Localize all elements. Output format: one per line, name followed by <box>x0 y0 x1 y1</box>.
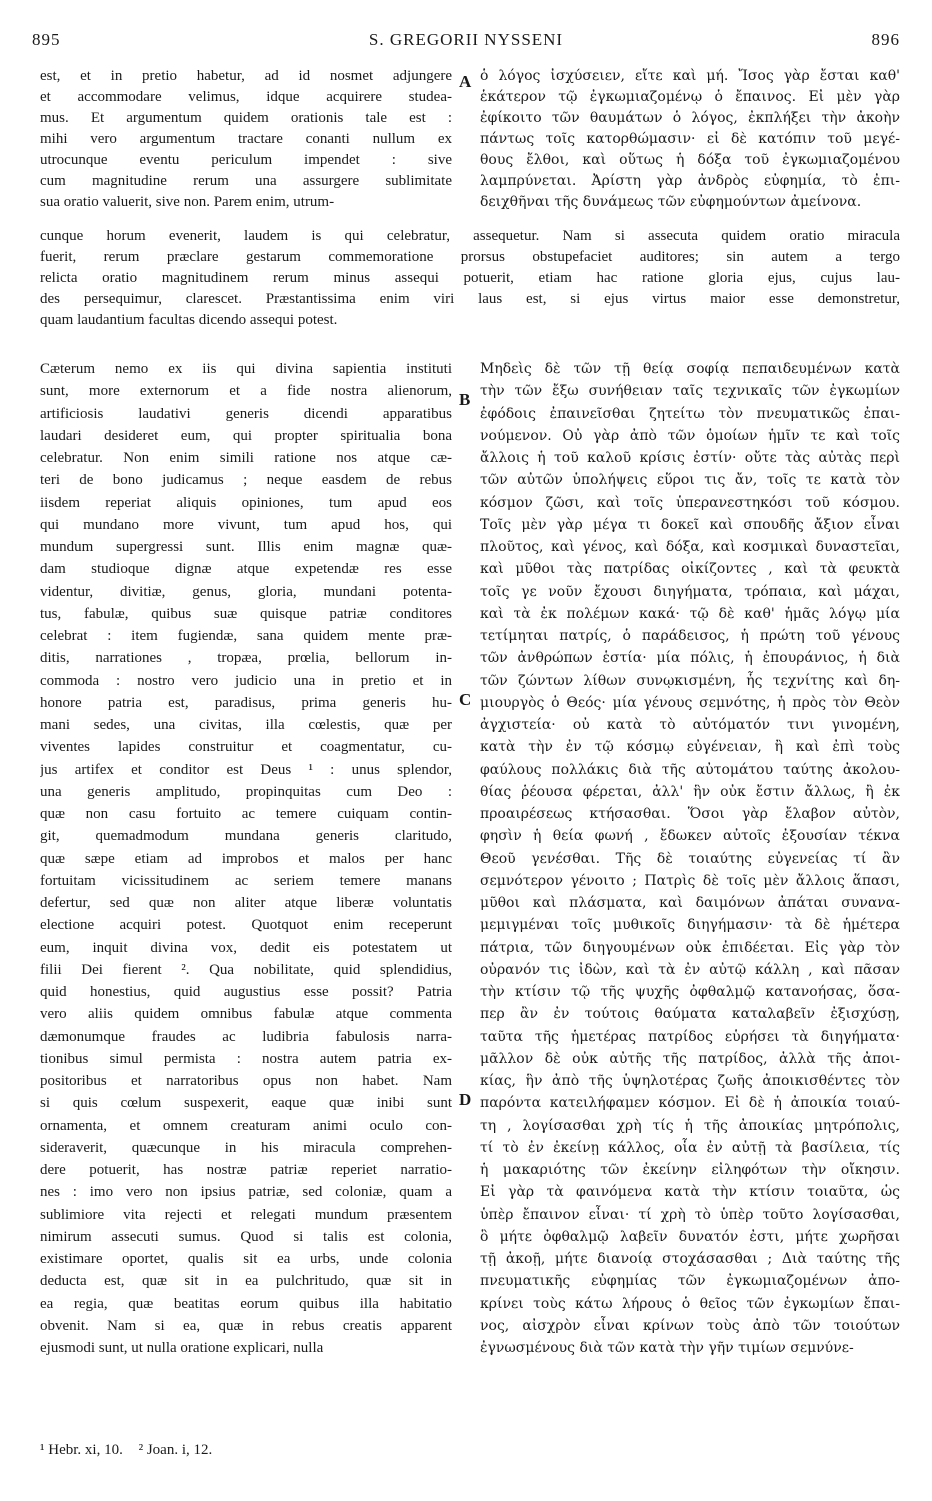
text-line: νούμενον. Οὐ γὰρ ἀπὸ τῶν ὁμοίων ἡμῖν τε καὶ τοῖς <box>480 427 900 444</box>
running-title: S. GREGORII NYSSENI <box>368 30 564 49</box>
text-line: vero aliis quidem omnibus fabulæ atque commenta <box>40 1006 452 1023</box>
text-line: fortuitam vicissitudinem ac seriem temere manans <box>40 872 452 889</box>
text-line: ea regia, quæ beatitas eorum quibus illa habitatio <box>40 1295 452 1312</box>
text-line: obvenit. Nam si ea, quæ in rebus creatis apparent <box>40 1317 452 1334</box>
text-line: dam studioque dignæ atque expetendæ res esse <box>40 561 452 578</box>
text-line: cunque horum evenerit, laudem is qui celebratur, assequetur. Nam si assecuta quidem oratio miracula <box>40 228 900 244</box>
text-line: mani sedes, una civitas, illa cœlestis, quæ per <box>40 717 452 733</box>
text-line: Τοῖς μὲν γὰρ μέγα τι δοκεῖ καὶ σπουδῆς ἄξιον εἶναι <box>480 516 900 533</box>
text-line: ὁ λόγος ἰσχύσειεν, εἴτε καὶ μή. Ἴσος γὰρ ἔσται καθ' <box>480 68 900 84</box>
text-line: οὐρανόν τις ἰδὼν, καὶ τὰ ἐν αὐτῷ κάλλη , καὶ πᾶσαν <box>480 961 900 978</box>
text-line: electione acquiri potest. Quotquot enim receperunt <box>40 917 452 934</box>
text-line: φαύλους πολλάκις διὰ τῆς αὐτομάτου ταύτης ἀκολου- <box>480 761 900 778</box>
text-line: Εἰ γὰρ τὰ φαινόμενα κατὰ τὴν κτίσιν τοιαῦτα, ὡς <box>480 1184 900 1201</box>
page-header <box>32 30 900 56</box>
text-line: defertur, sed quæ non aliter atque liberæ voluntatis <box>40 895 452 911</box>
text-line: utrocunque eventu periculum impendet : sive <box>40 152 452 168</box>
text-line: ditis, narrationes , tropæa, prœlia, bellorum in- <box>40 650 452 667</box>
text-line: προαιρέσεως κτήσασθαι. Ὅσοι γὰρ ἔλαβον αὐτὸν, <box>480 806 900 822</box>
text-line: θους ἔλθοι, καὶ οὕτως ἡ δόξα τοῦ ἐγκωμιαζομένου <box>480 152 900 168</box>
text-line: ἐγνωσμένους διὰ τῶν κατὰ τὴν γῆν τιμίων σεμνύνε- <box>480 1340 854 1356</box>
text-line: git, quemadmodum mundana generis claritudo, <box>40 828 452 845</box>
text-line: νος, αἰσχρὸν εἶναι κρίνων τοὺς ἀπὸ τῶν τοιούτων <box>480 1317 900 1334</box>
text-line: καὶ τὰ ἐκ πολέμων κακά· τῷ δὲ καθ' ἡμᾶς λόγῳ μία <box>480 605 900 622</box>
text-line: τῶν ἀνθρώπων ἑστία· μία πόλις, ἡ ἐπουράνιος, ἡ διὰ <box>480 650 900 667</box>
text-line: sua oratio valuerit, sive non. Parem enim, utrum- <box>40 194 335 210</box>
footnotes <box>40 1442 224 1459</box>
text-line: mus. Et argumentum quidem orationis tale est : <box>40 110 452 126</box>
latin-column-main <box>40 358 452 1359</box>
text-line: sunt, more externorum et a fide nostra alienorum, <box>40 383 452 400</box>
text-line: τί τὸ ἐν ἐκείνῃ κάλλος, οἷα ἐν αὐτῇ τὰ βασίλεια, τίς <box>480 1139 900 1156</box>
text-line: celebrat : item fugiendæ, sana quidem mente præ- <box>40 628 452 644</box>
text-line: commoda : nostro vero judicio una in pretio et in <box>40 672 452 689</box>
text-line: φησὶν ἡ θεία φωνή , ἔδωκεν αὐτοῖς ἐξουσίαν τέκνα <box>480 828 900 845</box>
text-line: θίας ῥέουσα φέρεται, ἀλλ' ἣν οὐκ ἔστιν ἄλλως, ἢ ἐκ <box>480 783 900 800</box>
text-line: ornamenta, et omnem creaturam animi oculo con- <box>40 1117 452 1134</box>
text-line: ταῦτα τῆς ἡμετέρας πατρίδος εὑρήσει τὰ διηγήματα· <box>480 1028 900 1045</box>
section-marker-b: B <box>459 390 471 409</box>
text-line: τὴν κτίσιν τῷ τῆς ψυχῆς ὀφθαλμῷ κατανοήσας, ὅσα- <box>480 984 900 1000</box>
text-line: quid honestius, quid augustius esse possit? Patria <box>40 984 452 1000</box>
latin-full-width-passage <box>40 226 900 331</box>
text-line: viventes lapides construitur et coagmentatur, cu- <box>40 739 452 756</box>
text-line: si quis cœlum suspexerit, eaque quæ inibi sunt <box>40 1095 452 1112</box>
text-line: fuerit, rerum præclare gestarum commemoratione prorsus obstupefaciet auditores; sin autem a tergo <box>40 249 900 265</box>
text-line: τοῖς γε νοῦν ἔχουσι διηγήματα, τρόπαια, καὶ μάχαι, <box>480 583 900 600</box>
text-line: est, et in pretio habetur, ad id nosmet adjungere <box>40 68 452 84</box>
text-line: ἐφίκοιτο τῶν θαυμάτων ὁ λόγος, ἐκπλήξει τὴν ἀκοὴν <box>480 110 900 126</box>
text-line: μιουργὸς ὁ Θεός· μία γένους σεμνότης, ἡ πρὸς τὸν Θεὸν <box>480 694 900 711</box>
text-line: ἑκάτερον τῷ ἐγκωμιαζομένῳ ὁ ἔπαινος. Εἰ μὲν γὰρ <box>480 89 900 105</box>
text-line: σεμνότερον γένοιτο ; Πατρὶς δὲ τοῖς μὲν ἄλλοις ἅπασι, <box>480 872 900 889</box>
text-line: dæmonumque fraudes ac ludibria fabulosis narra- <box>40 1028 452 1045</box>
text-line: κατὰ τὴν ἐν τῷ κόσμῳ εὐγένειαν, ἢ καὶ ἐπὶ τοὺς <box>480 739 900 756</box>
text-line: κόσμον ζῶσι, καὶ τοῖς ὑπερανεστηκόσι τοῦ κόσμου. <box>480 494 900 511</box>
footnote-1: ¹ Hebr. xi, 10. <box>40 1442 123 1458</box>
text-line: ὑπὲρ ἔπαινον εἶναι· τί χρὴ τὸ ὑπὲρ τοῦτο λογίσασθαι, <box>480 1206 900 1223</box>
text-line: παρόντα κατειλήφαμεν κόσμον. Εἰ δὲ ἡ ἀποικία τοιαύ- <box>480 1095 900 1112</box>
text-line: mundum supergressi sunt. Illis enim magnæ quæ- <box>40 539 452 555</box>
text-line: μᾶλλον δὲ οὐκ αὐτῆς τῆς πατρίδος, ἀλλὰ τῆς ἀποι- <box>480 1050 900 1067</box>
text-line: quam laudantium facultas dicendo assequi potest. <box>40 312 338 328</box>
text-line: πνευματικῆς εὐφημίας τῶν ἐγκωμιαζομένων ἀπο- <box>480 1273 900 1290</box>
text-line: ἐφόδοις ἐπαινεῖσθαι ζητείτω τὸν πνευματικῶς ἐπαι- <box>480 405 900 422</box>
text-line: τῇ ἀκοῇ, μήτε διανοίᾳ στοχάσασθαι ; Διὰ ταύτης τῆς <box>480 1251 900 1267</box>
text-line: nimirum assecuti sumus. Quod si talis est colonia, <box>40 1228 452 1245</box>
text-line: πάντως τοῖς κατορθώμασιν· εἰ δὲ κατόπιν τοῦ μεγέ- <box>480 131 900 147</box>
text-line: videntur, divitiæ, genus, gloria, mundani potenta- <box>40 583 452 600</box>
text-line: Cæterum nemo ex iis qui divina sapientia instituti <box>40 361 452 377</box>
text-line: πλοῦτος, καὶ γένος, καὶ δόξα, καὶ κοσμικαὶ δυναστεῖαι, <box>480 539 900 555</box>
text-line: una generis amplitudo, propinquitas cum Deo : <box>40 783 452 800</box>
text-line: Μηδεὶς δὲ τῶν τῇ θείᾳ σοφίᾳ πεπαιδευμένων κατὰ <box>480 361 900 377</box>
text-line: τῶν ζώντων λίθων συνῳκισμένη, ἧς τεχνίτης καὶ δη- <box>480 672 900 689</box>
text-line: ejusmodi sunt, ut nulla oratione explicari, nulla <box>40 1340 324 1356</box>
text-line: des persequimur, clarescet. Præstantissima enim viri laus est, si ejus virtus maior esse demonstretur, <box>40 291 900 307</box>
text-line: sublimiore vita rejecti et relegati mundum præsentem <box>40 1206 452 1223</box>
text-line: τῶν αὐτῶν ὑπολήψεις εὕροι τις ἄν, τοῖς τε κατὰ τὸν <box>480 472 900 489</box>
text-line: mihi vero argumentum tractare conanti nullum ex <box>40 131 452 147</box>
text-line: κρίνει τοὺς κάτω λήρους ὁ θεῖος τῶν ἐγκωμίων ἔπαι- <box>480 1295 900 1312</box>
text-line: qui mundano more vivunt, tum apud hos, qui <box>40 516 452 533</box>
text-line: positoribus et narratoribus opus non habet. Nam <box>40 1073 452 1089</box>
text-line: celebratur. Non enim simili ratione nos atque cæ- <box>40 450 452 466</box>
text-line: quæ sæpe etiam ad improbos et malos per hanc <box>40 850 452 867</box>
text-line: filii Dei fierent ². Qua nobilitate, quid splendidius, <box>40 961 452 978</box>
section-marker-d: D <box>459 1090 472 1109</box>
text-line: ὃ μήτε ὀφθαλμῷ λαβεῖν δυνατόν ἐστι, μήτε χωρῆσαι <box>480 1228 900 1245</box>
text-line: existimare oportet, qualis sit ea urbs, unde colonia <box>40 1251 452 1267</box>
text-line: λαμπρύνεται. Ἀρίστη γὰρ ἀνδρὸς εὐφημία, τὸ ἐπι- <box>480 173 900 189</box>
text-line: μῦθοι καὶ πλάσματα, καὶ δαιμόνων ἀπάται συνανα- <box>480 895 900 911</box>
text-line: artificiosis laudativi generis dicendi apparatibus <box>40 405 452 422</box>
text-line: sideraverit, quæcunque in his miracula comprehen- <box>40 1139 452 1156</box>
text-line: τετίμηται πατρίς, ὁ παράδεισος, ἡ πρώτη τοῦ γένους <box>480 628 900 644</box>
text-line: et accommodare velimus, idque acquirere studea- <box>40 89 452 105</box>
text-line: ἡ μακαριότης τῶν ἐκείνην εἰληφότων τὴν οἴκησιν. <box>480 1162 900 1178</box>
text-line: δειχθῆναι τῆς δυνάμεως τῶν εὐφημούντων ἀμείνονα. <box>480 194 862 210</box>
text-line: ἄλλοις ἡ τοῦ καλοῦ κρίσις ἐστίν· οὔτε τὰς αὐτὰς περὶ <box>480 450 900 466</box>
greek-column-top <box>480 66 900 213</box>
text-line: deducta est, quæ sit in ea pulchritudo, quæ sit in <box>40 1273 452 1290</box>
text-line: tus, fabulæ, quibus suæ quisque patriæ conditores <box>40 605 452 622</box>
text-line: honore patria est, paradisus, prima generis hu- <box>40 694 452 711</box>
text-line: περ ἂν ἐν τούτοις θαύματα καταλαβεῖν ἐξισχύσῃ, <box>480 1006 900 1023</box>
text-line: laudari desideret eum, qui propter spiritualia bona <box>40 427 452 444</box>
text-line: eum, inquit divina vox, dedit eis potestatem ut <box>40 939 452 956</box>
text-line: τη , λογίσασθαι χρὴ τίς ἡ τῆς ἀποικίας μητρόπολις, <box>480 1117 900 1134</box>
text-line: teri de bono judicamus ; neque easdem de rebus <box>40 472 452 489</box>
footnote-2: ² Joan. i, 12. <box>138 1442 213 1458</box>
right-page-number: 896 <box>871 30 900 49</box>
section-marker-a: A <box>459 72 472 91</box>
text-line: iisdem reperiat aliquis opiniones, tum apud eos <box>40 494 452 511</box>
text-line: cum magnitudine rerum una assurgere sublimitate <box>40 173 452 189</box>
text-line: μεμιγμέναι τοῖς μυθικοῖς διηγήμασιν· τὰ δὲ ἡμέτερα <box>480 917 900 934</box>
greek-column-main <box>480 358 900 1359</box>
text-line: relicta oratio magnitudinem rerum minus assequi potuerit, etiam hac ratione gloria ejus, cujus lau- <box>40 270 900 286</box>
text-line: ἀγχιστεία· οὐ κατὰ τὸ αὐτόματόν τινι γινομένη, <box>480 717 900 733</box>
text-line: nes : imo vero non ipsius patriæ, sed coloniæ, quam a <box>40 1184 452 1201</box>
text-line: tionibus simul permista : nostra autem patria ex- <box>40 1050 452 1067</box>
text-line: κίας, ἣν ἀπὸ τῆς ὑψηλοτέρας ζωῆς ἀποικισθέντες τὸν <box>480 1073 900 1089</box>
text-line: καὶ μῦθοι τὰς πατρίδας οἰκίζοντες , καὶ τὰ φευκτὰ <box>480 561 900 578</box>
left-page-number: 895 <box>32 30 61 49</box>
text-line: dere potuerit, has nostræ patriæ reperiet narratio- <box>40 1162 452 1178</box>
text-line: πάτρια, τῶν διηγουμένων οὐκ ἐπιδέεται. Εἰς γὰρ τὸν <box>480 939 900 956</box>
latin-column-top <box>40 66 452 213</box>
text-line: τὴν τῶν ἔξω συνήθειαν ταῖς τεχνικαῖς τῶν ἐγκωμίων <box>480 383 900 400</box>
text-line: jus artifex et conditor est Deus ¹ : unus splendor, <box>40 761 452 778</box>
text-line: Θεοῦ γενέσθαι. Τῆς δὲ τοιαύτης εὐγενείας τί ἂν <box>480 850 900 867</box>
section-marker-c: C <box>459 690 472 709</box>
text-line: quæ non casu fortuito ac temere cuiquam contin- <box>40 806 452 822</box>
